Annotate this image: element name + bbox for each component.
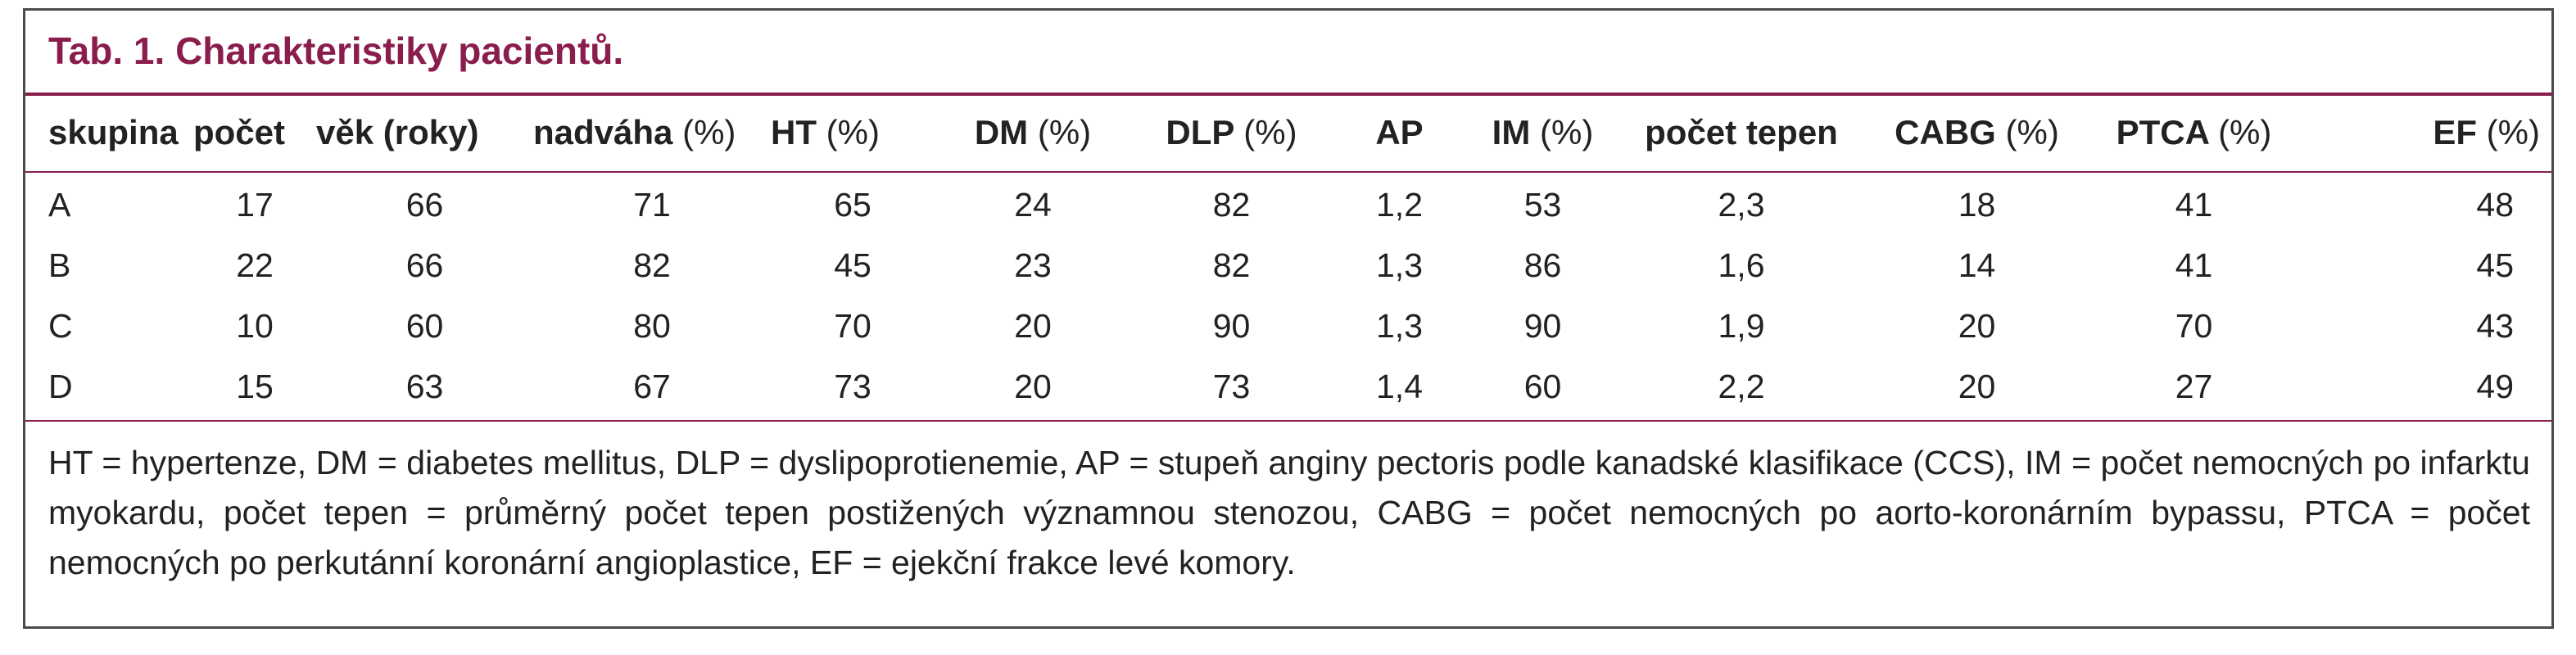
table-cell: C [48,306,73,345]
table-cell: 20 [1014,306,1052,345]
table-cell: 90 [1523,306,1562,345]
table-cell: 70 [834,306,871,345]
table-cell: 41 [2175,185,2213,224]
table-cell: 82 [1212,246,1251,284]
table-cell: 20 [1958,367,1996,405]
table-row [25,356,2551,417]
table-cell: 63 [405,367,444,405]
table-cell: 18 [1958,185,1996,224]
table-cell: 20 [1958,306,1996,345]
table-cell: 48 [2476,185,2514,224]
table-cell: 10 [236,306,274,345]
table-cell: 1,6 [1718,246,1765,284]
column-header: IM (%) [1492,113,1594,151]
table-cell: 67 [633,367,671,405]
table-cell: 22 [236,246,274,284]
table-cell: 1,9 [1718,306,1765,345]
column-header: CABG (%) [1895,113,2059,151]
table-row [25,169,2551,235]
table-cell: 66 [405,246,444,284]
table-cell: 1,2 [1376,185,1423,224]
table-cell: 45 [834,246,871,284]
table-header-row [25,96,2551,169]
table-cell: 20 [1014,367,1052,405]
table-cell: 49 [2476,367,2514,405]
column-header: EF (%) [2433,113,2540,151]
table-cell: 66 [405,185,444,224]
table-cell: 45 [2476,246,2514,284]
table-row [25,235,2551,296]
table-cell: 82 [633,246,671,284]
patient-characteristics-table [25,96,2551,417]
table-cell: 86 [1523,246,1562,284]
column-header: skupina [48,113,179,151]
table-cell: 1,3 [1376,306,1423,345]
table-cell: 90 [1212,306,1251,345]
table-cell: 65 [834,185,871,224]
column-header: DM (%) [974,113,1092,151]
table-cell: 14 [1958,246,1996,284]
column-header: HT (%) [771,113,880,151]
table-cell: 53 [1523,185,1562,224]
table-cell: 80 [633,306,671,345]
table-cell: 27 [2175,367,2213,405]
table-row [25,296,2551,356]
table-cell: 71 [633,185,671,224]
table-title: Tab. 1. Charakteristiky pacientů. [48,29,624,72]
table-cell: 17 [236,185,274,224]
column-header: nadváha (%) [533,113,736,151]
table-cell: 23 [1014,246,1052,284]
table-cell: 24 [1014,185,1052,224]
table-cell: 2,2 [1718,367,1765,405]
table-cell: A [48,185,71,224]
table-cell: 15 [236,367,274,405]
table-cell: 1,3 [1376,246,1423,284]
column-header: věk (roky) [316,113,479,151]
column-header: AP [1375,113,1424,151]
table-frame [23,8,2554,629]
table-cell: 73 [834,367,871,405]
table-cell: 60 [1523,367,1562,405]
column-header: počet [193,113,286,151]
table-cell: 70 [2175,306,2213,345]
column-header: počet tepen [1645,113,1838,151]
table-cell: 41 [2175,246,2213,284]
table-cell: 73 [1212,367,1251,405]
table-footnote: HT = hypertenze, DM = diabetes mellitus, DLP = dyslipoprotienemie, AP = stupeň anginy pectoris podle kanadské klasifikace (CCS), IM = počet nemocných po infarktu myokardu, počet tepen = průměrný počet tepen postižených významnou stenozou, CABG = počet nemocných po aorto-koronárním bypassu, PTCA = počet nemocných po perkutánní koronární angioplastice, EF = ejekční frakce levé komory. [48,444,2530,581]
table-cell: 1,4 [1376,367,1423,405]
table-cell: 2,3 [1718,185,1765,224]
column-header: PTCA (%) [2116,113,2272,151]
table-cell: 82 [1212,185,1251,224]
table-cell: B [48,246,71,284]
table-cell: 43 [2476,306,2514,345]
table-bottom-rule [25,420,2551,422]
table-cell: D [48,367,73,405]
column-header: DLP (%) [1166,113,1297,151]
table-cell: 60 [405,306,444,345]
